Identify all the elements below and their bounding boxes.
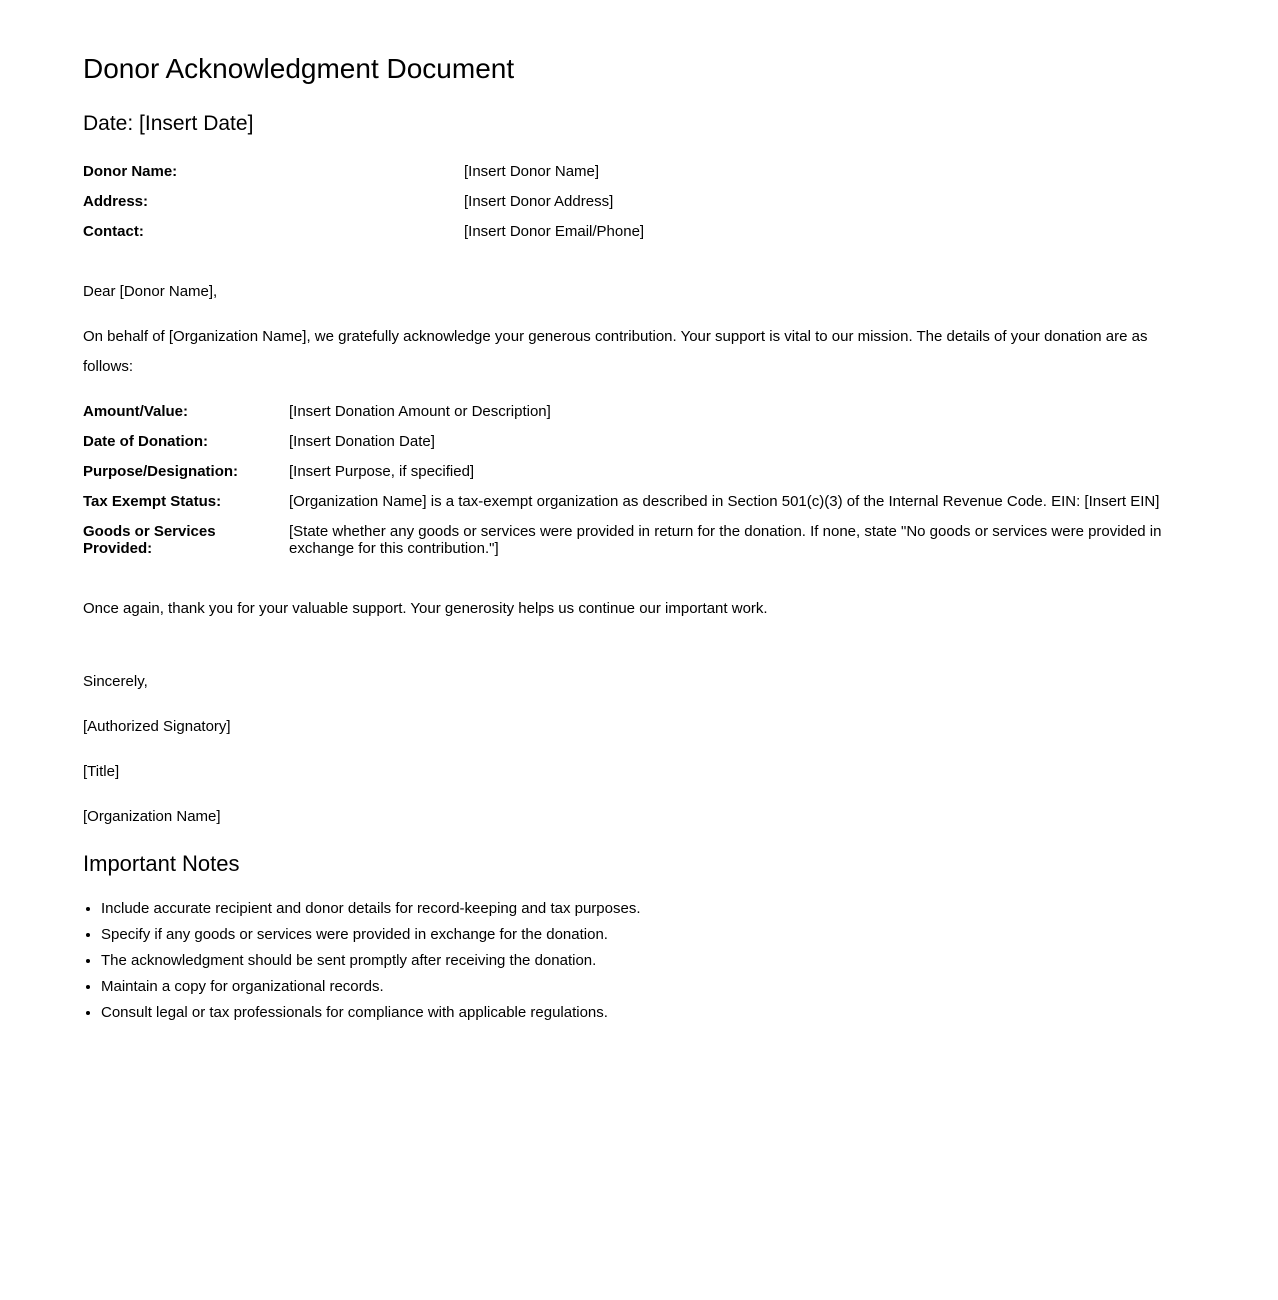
donor-address-label: Address: — [83, 193, 149, 210]
list-item: • The acknowledgment should be sent promptly after receiving the donation. — [101, 948, 1196, 974]
purpose-label: Purpose/Designation: — [83, 463, 239, 480]
list-item: • Consult legal or tax professionals for compliance with applicable regulations. — [101, 1000, 1196, 1026]
table-row — [83, 217, 1196, 247]
signature-organization: [Organization Name] — [83, 808, 221, 825]
goods-services-label: Goods or Services Provided: — [83, 523, 216, 557]
list-item: • Maintain a copy for organizational records. — [101, 974, 1196, 1000]
donor-contact-value: [Insert Donor Email/Phone] — [464, 223, 645, 240]
intro-paragraph: On behalf of [Organization Name], we gratefully acknowledge your generous contribution. Your support is vital to our mission. The details of your donation are as follows: — [83, 328, 1148, 375]
donor-name-value: [Insert Donor Name] — [464, 163, 600, 180]
date-line: Date: [Insert Date] — [83, 112, 254, 135]
table-row — [83, 187, 1196, 217]
table-row — [83, 457, 1196, 487]
donor-name-label: Donor Name: — [83, 163, 178, 180]
table-row — [83, 157, 1196, 187]
document-title: Donor Acknowledgment Document — [83, 53, 515, 84]
salutation: Dear [Donor Name], — [83, 283, 218, 300]
donation-details-table — [83, 397, 1196, 564]
donor-info-table — [83, 157, 1196, 247]
donation-date-label: Date of Donation: — [83, 433, 208, 450]
tax-exempt-value: [Organization Name] is a tax-exempt organization as described in Section 501(c)(3) of the Internal Revenue Code. EIN: [Insert EIN] — [289, 493, 1160, 510]
tax-exempt-label: Tax Exempt Status: — [83, 493, 222, 510]
amount-value-value: [Insert Donation Amount or Description] — [289, 403, 551, 420]
donation-date-value: [Insert Donation Date] — [289, 433, 435, 450]
list-item: • Include accurate recipient and donor details for record-keeping and tax purposes. — [101, 896, 1196, 922]
goods-services-value: [State whether any goods or services were provided in return for the donation. If none, state "No goods or services were provided in exchange for this contribution."] — [289, 523, 1162, 557]
closing-paragraph: Once again, thank you for your valuable support. Your generosity helps us continue our important work. — [83, 600, 768, 617]
notes-heading: Important Notes — [83, 851, 240, 876]
purpose-value: [Insert Purpose, if specified] — [289, 463, 475, 480]
table-row — [83, 487, 1196, 517]
signature-valediction: Sincerely, — [83, 673, 148, 690]
signature-signatory: [Authorized Signatory] — [83, 718, 231, 735]
list-item: • Specify if any goods or services were provided in exchange for the donation. — [101, 922, 1196, 948]
donor-address-value: [Insert Donor Address] — [464, 193, 614, 210]
donor-contact-label: Contact: — [83, 223, 144, 240]
signature-title: [Title] — [83, 763, 120, 780]
table-row — [83, 397, 1196, 427]
table-row — [83, 427, 1196, 457]
notes-list — [83, 896, 1196, 1026]
amount-value-label: Amount/Value: — [83, 403, 189, 420]
table-row — [83, 517, 1196, 564]
